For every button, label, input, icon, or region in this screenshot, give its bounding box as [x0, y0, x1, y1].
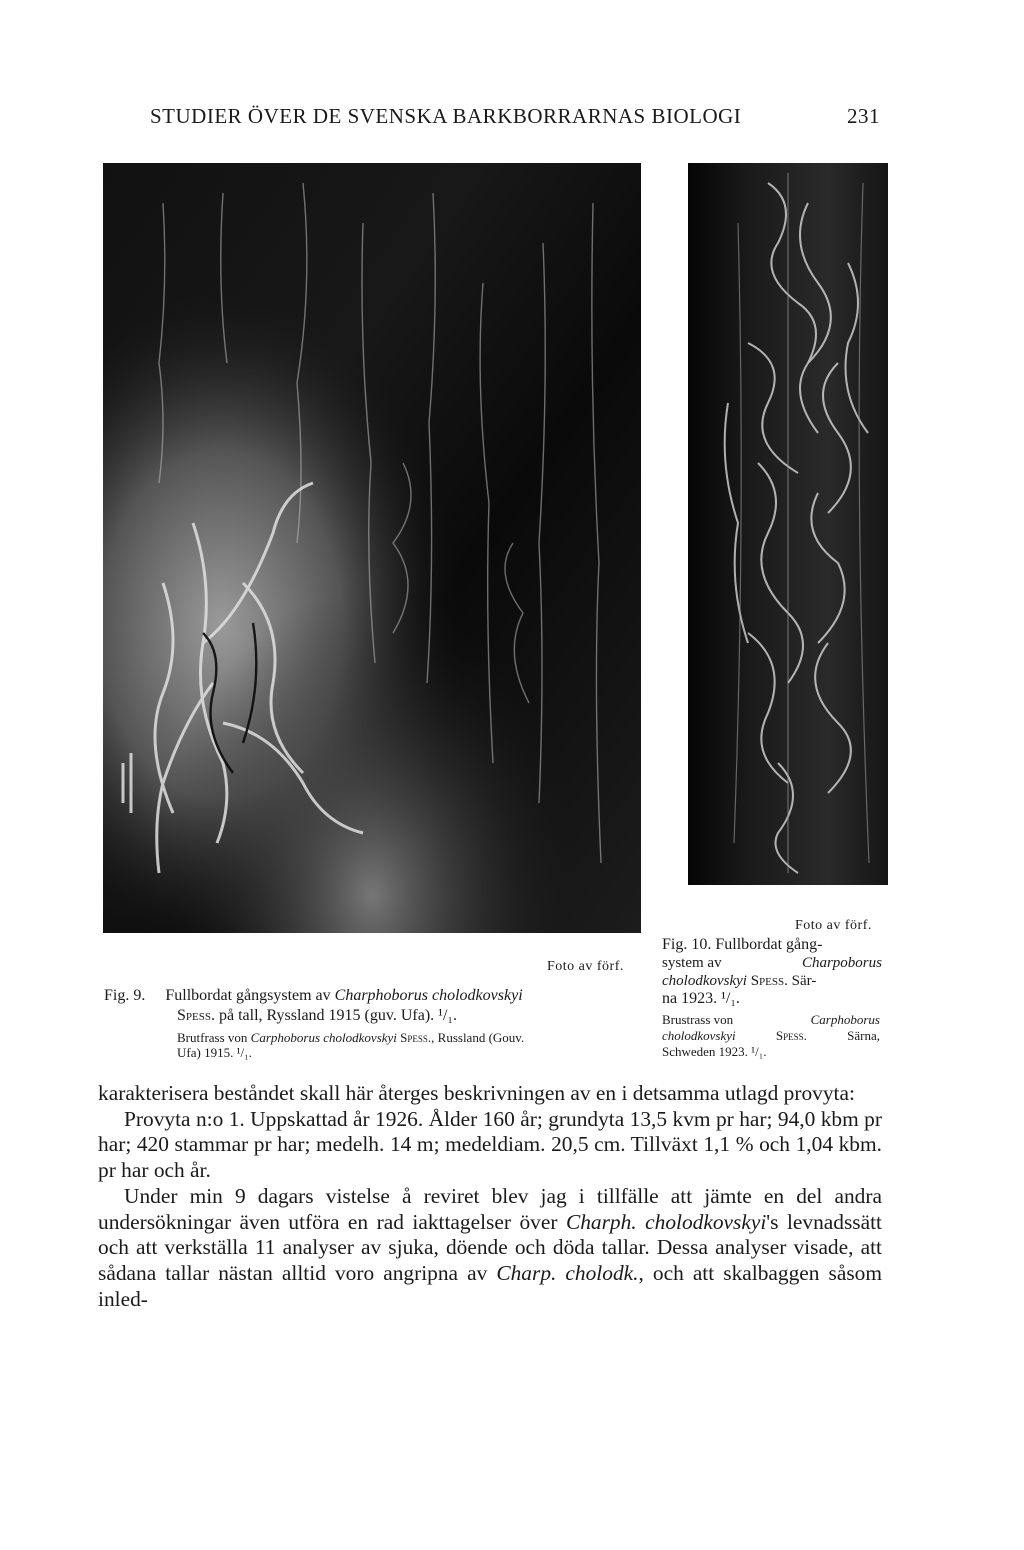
running-title: STUDIER ÖVER DE SVENSKA BARKBORRARNAS BIOLOGI	[150, 104, 742, 128]
fig9-caption-text: Fullbordat gångsystem av	[165, 987, 331, 1004]
body-text	[98, 1081, 882, 1312]
fig10-caption-author: Spess.	[750, 973, 788, 989]
fig10-german-author: Spess.	[775, 1028, 807, 1043]
fig9-caption	[104, 986, 624, 1026]
fig10-german-species-2: cholodkovskyi	[662, 1028, 736, 1043]
fig10-caption-line-2a: system av	[662, 955, 722, 971]
fig10-german-text: Brustrass von	[662, 1012, 734, 1027]
fig10-german-date: Schweden 1923. ¹/₁.	[662, 1044, 767, 1059]
fig10-caption	[662, 936, 882, 1008]
fig10-german-caption	[662, 1012, 880, 1060]
running-header	[150, 104, 880, 129]
fig9-german-author: Spess.	[400, 1030, 432, 1045]
body-paragraph-2: Provyta n:o 1. Uppskattad år 1926. Ålder 160 år; grundyta 13,5 kvm pr har; 94,0 kbm pr har; 420 stammar pr har; medelh. 14 m; medeldiam. 20,5 cm. Tillväxt 1,1 % och 1,04 kbm. pr har och år.	[98, 1106, 882, 1183]
body-paragraph-1: karakterisera beståndet skall här återges beskrivningen av en i detsamma utlagd provyta:	[98, 1081, 855, 1105]
body-p3-text-a: Under min 9 dagars vistelse å reviret blev jag i tillfälle att jämte en del andra undersökningar även utföra en rad iakttagelser över	[98, 1183, 882, 1234]
fig9-german-caption	[177, 1030, 637, 1060]
body-p3-text-b: 's levnadssätt och att verkställa 11 analyser av sjuka, döende och döda tallar. Dessa analyser visade, att sådana tallar nästan alltid voro angripna av	[98, 1209, 882, 1285]
fig9-label: Fig. 9.	[104, 987, 146, 1004]
fig9-german-text: Brutfrass von	[177, 1030, 248, 1045]
fig10-caption-place: Sär-	[791, 973, 817, 989]
fig9-photo-credit: Foto av förf.	[547, 959, 624, 974]
fig10-photo-credit: Foto av förf.	[795, 918, 872, 933]
fig9-caption-location: på tall, Ryssland 1915 (guv. Ufa). ¹/₁.	[218, 1007, 457, 1024]
fig9-caption-species: Charphoborus cholodkovskyi	[334, 987, 523, 1004]
fig10-photograph	[688, 163, 888, 885]
body-paragraph-3	[98, 1184, 882, 1313]
fig9-caption-author: Spess.	[177, 1007, 215, 1024]
fig9-german-location: , Russland (Gouv.	[431, 1030, 525, 1045]
fig10-german-place: Särna,	[847, 1028, 880, 1043]
fig9-bark-image	[103, 163, 641, 933]
fig9-german-date: Ufa) 1915. ¹/₁.	[177, 1045, 252, 1060]
body-p3-species-1: Charph. cholodkovskyi	[565, 1209, 767, 1234]
fig10-caption-date: na 1923. ¹/₁.	[662, 990, 740, 1007]
fig10-caption-species-2: cholodkovskyi	[662, 973, 747, 989]
fig10-caption-line-1: Fig. 10. Fullbordat gång-	[662, 936, 823, 953]
page-number: 231	[847, 104, 880, 128]
body-p3-species-2: Charp. cholodk.	[496, 1260, 639, 1285]
fig9-german-species: Carphoborus cholodkovskyi	[250, 1030, 397, 1045]
fig9-photograph	[103, 163, 641, 933]
fig10-german-species: Carphoborus	[810, 1012, 880, 1027]
fig10-bark-image	[688, 163, 888, 885]
fig10-caption-species: Charpoborus	[801, 955, 882, 971]
body-p3-text-c: , och att skalbaggen såsom inled-	[98, 1260, 882, 1311]
